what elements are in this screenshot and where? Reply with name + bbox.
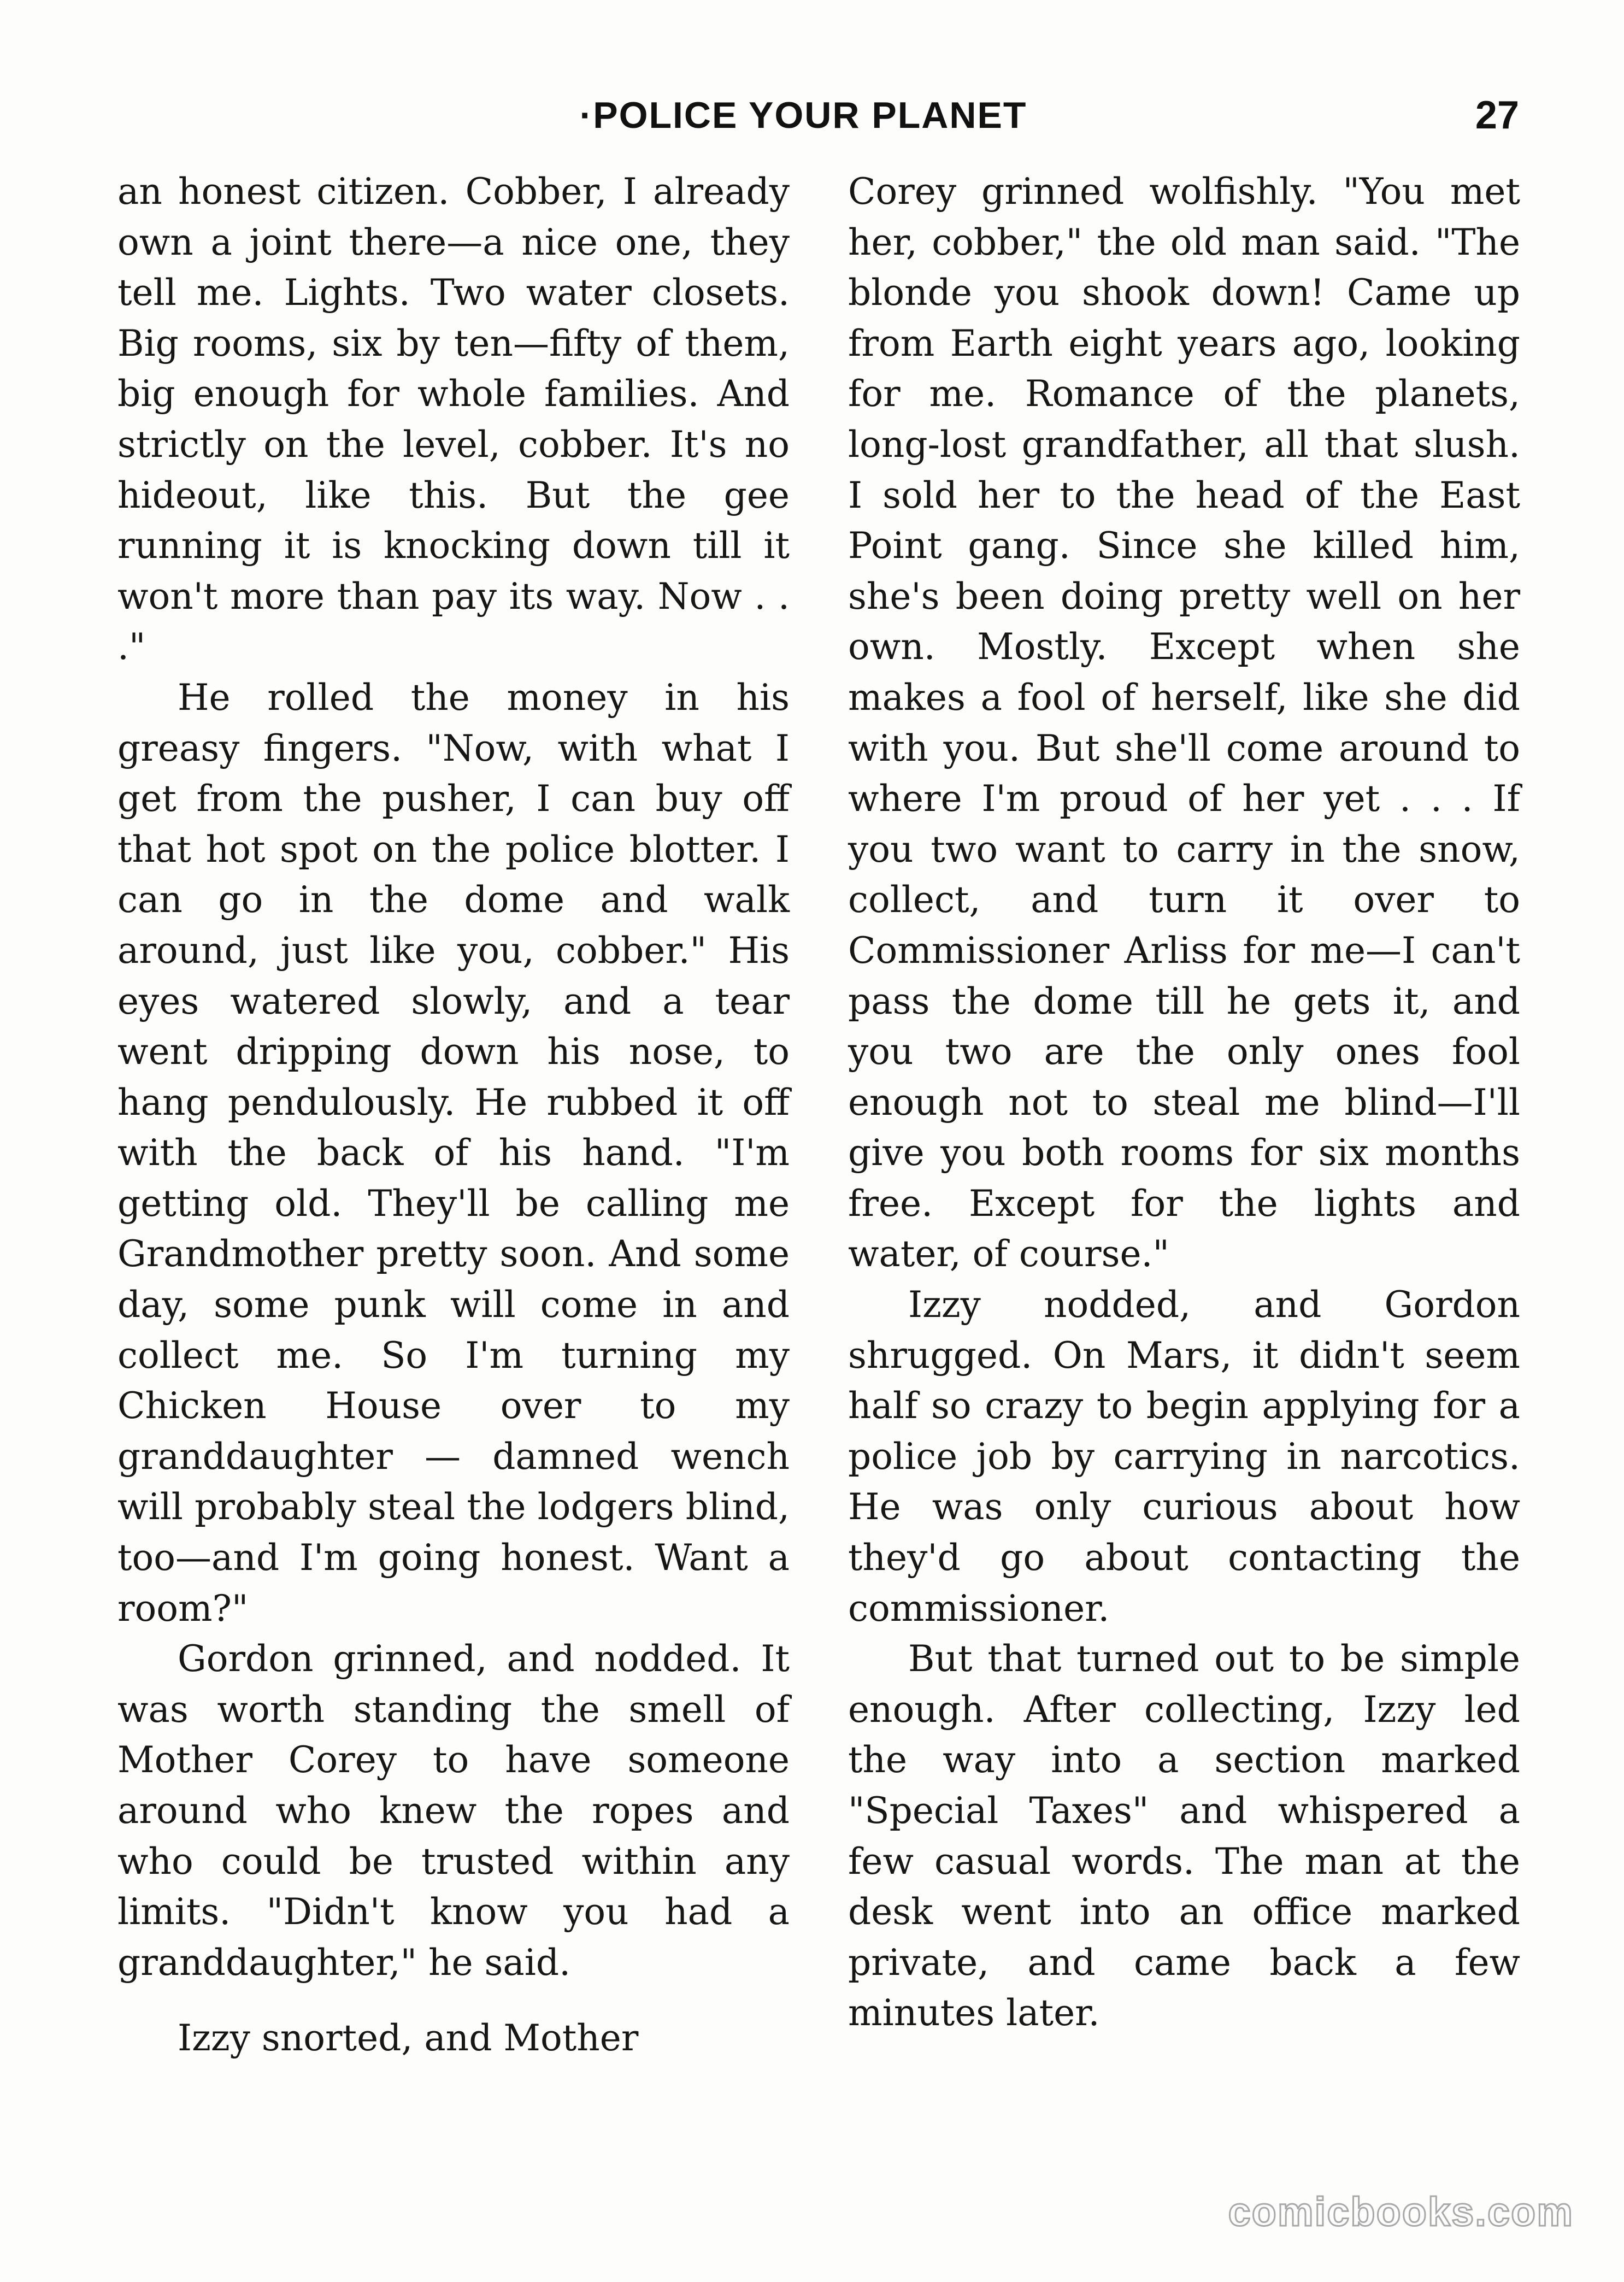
paragraph: But that turned out to be simple enough. After collecting, Izzy led the way into a section marked "Special Taxes" and whispered a few casual words. The man at the desk went into an office marked private, and came back a few minutes later.	[848, 1638, 1520, 2034]
paragraph: Izzy nodded, and Gordon shrugged. On Mars, it didn't seem half so crazy to begin applying for a police job by carrying in narcotics. He was only curious about how they'd go about contacting the commissioner.	[848, 1284, 1520, 1630]
paragraph: an honest citizen. Cobber, I already own a joint there—a nice one, they tell me. Lights. Two water closets. Big rooms, six by ten—fifty of them, big enough for whole families. And strictly on the level, cobber. It's no hideout, like this. But the gee running it is knocking down till it won't more than pay its way. Now . . ."	[117, 170, 790, 668]
paragraph: Izzy snorted, and Mother	[178, 2017, 639, 2060]
watermark: comicbooks.com	[1228, 2189, 1574, 2234]
left-column	[117, 167, 790, 2064]
paragraph: Corey grinned wolfishly. "You met her, cobber," the old man said. "The blonde you shook down! Came up from Earth eight years ago, looking for me. Romance of the planets, long-lost grandfather, all that slush. I sold her to the head of the East Point gang. Since she killed him, she's been doing pretty well on her own. Mostly. Except when she makes a fool of herself, like she did with you. But she'll come around to where I'm proud of her yet . . . If you two want to carry in the snow, collect, and turn it over to Commissioner Arliss for me—I can't pass the dome till he gets it, and you two are the only ones fool enough not to steal me blind—I'll give you both rooms for six months free. Except for the lights and water, of course."	[848, 170, 1520, 1275]
running-title: ·POLICE YOUR PLANET	[579, 95, 1027, 136]
paragraph: He rolled the money in his greasy fingers. "Now, with what I get from the pusher, I can buy off that hot spot on the police blotter. I can go in the dome and walk around, just like you, cobber." His eyes watered slowly, and a tear went dripping down his nose, to hang pendulously. He rubbed it off with the back of his hand. "I'm getting old. They'll be calling me Grandmother pretty soon. And some day, some punk will come in and collect me. So I'm turning my Chicken House over to my granddaughter — damned wench will probably steal the lodgers blind, too—and I'm going honest. Want a room?"	[117, 676, 790, 1630]
right-column	[848, 167, 1520, 2039]
page-number: 27	[1475, 93, 1519, 137]
paragraph: Gordon grinned, and nodded. It was worth standing the smell of Mother Corey to have someone around who knew the ropes and who could be trusted within any limits. "Didn't know you had a granddaughter," he said.	[117, 1638, 790, 1984]
